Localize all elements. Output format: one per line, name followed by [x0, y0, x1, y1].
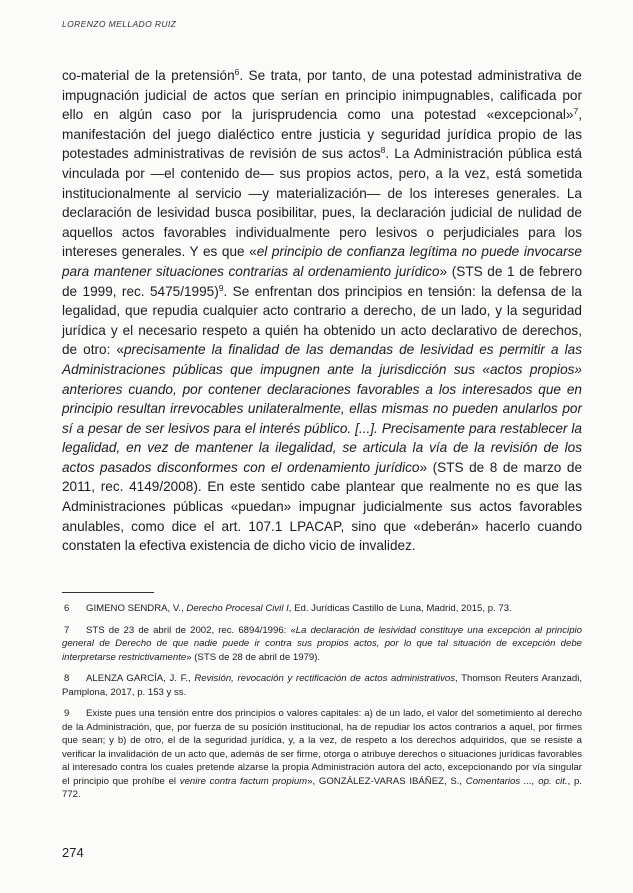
footnote-text-segment: STS de 23 de abril de 2002, rec. 6894/1996: « — [86, 624, 296, 636]
running-head: LORENZO MELLADO RUIZ — [62, 19, 177, 29]
italic-quote: el principio de confianza legítima no puede invocarse para mantener situaciones contrarias al ordenamiento jurídico — [62, 244, 582, 279]
footnote-italic: Derecho Procesal Civil I — [186, 603, 289, 614]
footnote — [62, 624, 582, 665]
footnote-text-segment: Existe pues una tensión entre dos principios o valores capitales: a) de un lado, el valor del sometimiento al derecho de la Administración, que, por fuerza de su posición institucional, ha de repudiar los actos contrarios a aquel, por firmes que sean; y b) de otro, el de la seguridad jurídica, y, a la vez, de respeto a los derechos adquiridos, que se resiste a verificar la invalidación de un acto que, además de ser firme, otorga o atribuye derechos o situaciones jurídicas favorables al interesado contra los cuales pretende alzarse la propia Administración autora del acto, excepcionando por vía singular el principio que prohíbe el — [62, 708, 582, 787]
footnote-divider — [62, 592, 154, 593]
footnote — [62, 602, 582, 616]
footnote-text-segment: », GONZÁLEZ-VARAS IBÁÑEZ, S., — [307, 775, 466, 787]
footnote-text-segment: » (STS de 28 de abril de 1979). — [186, 651, 321, 663]
text-segment: co-material de la pretensión — [62, 68, 235, 83]
footnote-italic: La declaración de lesividad constituye una excepción al principio general de Derecho de que nadie puede ir contra sus propios actos, por lo que tal situación de excepción debe interpretarse restrictivamente — [62, 624, 582, 663]
footnote-text-segment: ALENZA GARCÍA, J. F., — [86, 673, 195, 684]
footnote-number: 6 — [64, 603, 70, 614]
footnote-text-segment: , p. 772. — [62, 775, 582, 800]
text-segment: » (STS de 8 de marzo de 2011, rec. 4149/2008). En este sentido cabe plantear que realmente no es que las Administraciones públicas «puedan» impugnar judicialmente sus actos favorables anulables, como dice el art. 107.1 LPACAP, sino que «deberán» hacerlo cuando constaten la efectiva existencia de dicho vicio de invalidez. — [62, 459, 582, 554]
text-segment: . La Administración pública está vinculada por —el contenido de— sus propios actos, pero, a la vez, está sometida institucionalmente al servicio —y materialización— de los intereses generales. La declaración de lesividad busca posibilitar, pues, la declaración judicial de nulidad de aquellos actos favorables individualmente pero lesivos o perjudiciales para los intereses generales. Y es que « — [62, 146, 582, 260]
text-segment: » (STS de 1 de febrero de 1999, rec. 5475/1995) — [62, 263, 583, 299]
text-segment: . Se enfrentan dos principios en tensión: la defensa de la legalidad, que repudia cualquier acto contrario a derecho, de un lado, y la seguridad jurídica y el necesario respeto a quién ha obtenido un acto declarativo de derechos, de otro: « — [62, 283, 582, 358]
footnote-ref-8: 8 — [380, 145, 386, 156]
footnote-text-segment: , Thomson Reuters Aranzadi, Pamplona, 2017, p. 153 y ss. — [62, 673, 582, 698]
footnote-italic: Revisión, revocación y rectificación de actos administrativos — [194, 673, 456, 684]
text-segment: , manifestación del juego dialéctico entre justicia y seguridad jurídica propio de las potestades administrativas de revisión de sus actos — [62, 107, 582, 162]
footnote-text — [62, 673, 582, 698]
footnote-text-segment: GIMENO SENDRA, V., — [86, 603, 187, 614]
paragraph — [62, 66, 582, 556]
main-text — [62, 66, 582, 556]
footnote-number: 9 — [64, 708, 70, 719]
footnote-text-segment: , Ed. Jurídicas Castillo de Luna, Madrid, 2015, p. 73. — [288, 603, 512, 614]
footnote-text — [62, 708, 582, 800]
footnote-ref-6: 6 — [234, 67, 240, 77]
footnote — [62, 672, 582, 699]
footnote-italic: venire contra factum propium — [179, 775, 308, 787]
footnote-ref-7: 7 — [573, 106, 579, 117]
footnote — [62, 707, 582, 802]
footnote-text — [86, 603, 512, 614]
footnote-text — [62, 625, 582, 663]
footnote-number: 7 — [64, 624, 70, 636]
italic-quote: precisamente la finalidad de las demandas de lesividad es permitir a las Administraciones públicas que impugnen ante la jurisdicción sus «actos propios» anteriores cuando, por contener declaraciones favorables a los interesados que en principio resultan irrevocables unilateralmente, ellas mismas no pueden anularlos por sí a pesar de ser lesivos para el interés público. [...]. Precisamente para restablecer la legalidad, en vez de mantener la ilegalidad, se articula la vía de la revisión de los actos pasados disconformes con el ordenamiento jurídico — [62, 342, 582, 475]
footnotes — [62, 602, 582, 810]
page-number: 274 — [62, 845, 84, 860]
footnote-number: 8 — [64, 673, 70, 684]
text-segment: . Se trata, por tanto, de una potestad administrativa de impugnación judicial de actos que serían en principio inimpugnables, calificada por ello en algún caso por la jurisprudencia como una potestad «excepcional» — [62, 68, 582, 123]
footnote-italic: Comentarios ..., op. cit. — [465, 775, 568, 787]
footnote-ref-9: 9 — [218, 282, 224, 293]
